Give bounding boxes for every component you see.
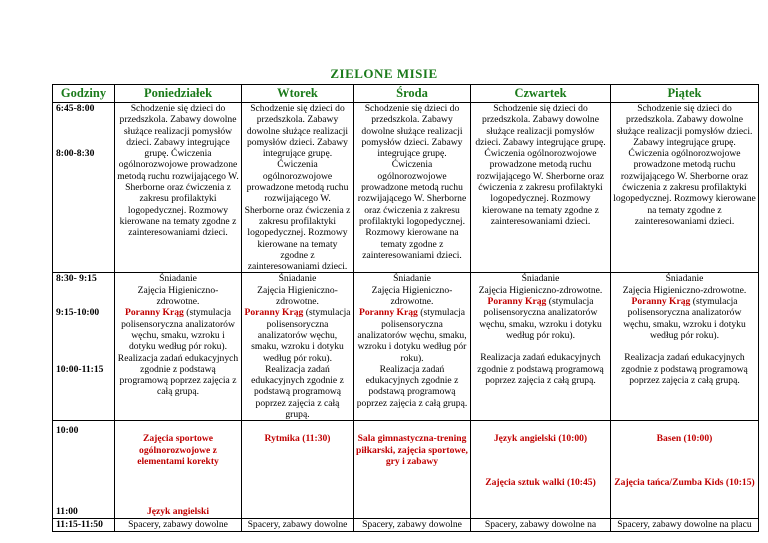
hour-label: 9:15-10:00 [56, 307, 100, 319]
cell-friday-morning: Schodzenie się dzieci do przedszkola. Zabawy dowolne służące realizacji pomysłów dzieci. Zabawy integrujące grupę. Ćwiczenia ogólnorozwojowe prowadzone metodą ruchu rozwijającego W. Sherborne oraz ćwiczenia z zakresu profilaktyki logopedycznej. Rozmowy kierowane na tematy zgodne z zainteresowaniami dzieci. [611, 103, 759, 273]
header-monday: Poniedziałek [115, 85, 242, 103]
schedule-table [52, 84, 759, 532]
hygiene-label: Zajęcia Higieniczno-zdrowotne. [622, 284, 747, 296]
education-text: Realizacja zadań edukacyjnych zgodnie z podstawą programową poprzez zajęcia z całą grupą. [117, 352, 239, 398]
activity-english: Język angielski [146, 506, 210, 518]
breakfast-label: Śniadanie [393, 273, 431, 285]
cell-monday-morning: Schodzenie się dzieci do przedszkola. Zabawy dowolne służące realizacji pomysłów dzieci. Zabawy integrujące grupę. Ćwiczenia ogólnorozwojowe prowadzone metodą ruchu rozwijającego W. Sherborne oraz ćwiczenia z zakresu profilaktyki logopedycznej. Rozmowy kierowane na tematy zgodne z zainteresowaniami dzieci. [115, 103, 242, 273]
table-row [53, 519, 759, 532]
header-row [53, 85, 759, 103]
hygiene-label: Zajęcia Higieniczno-zdrowotne. [478, 284, 603, 296]
morning-circle-text: (stymulacja polisensoryczna analizatorów węchu, smaku, wzroku i dotyku według pór roku). [121, 307, 235, 353]
morning-circle-text: (stymulacja polisensoryczna analizatorów węchu, smaku, wzroku i dotyku według pór roku). [479, 296, 602, 341]
hygiene-label: Zajęcia Higieniczno-zdrowotne. [257, 284, 338, 308]
hygiene-label: Zajęcia Higieniczno-zdrowotne. [137, 284, 219, 308]
breakfast-label: Śniadanie [159, 273, 197, 285]
breakfast-label: Śniadanie [521, 273, 560, 285]
cell-friday-midday [611, 273, 759, 421]
table-row [53, 273, 759, 421]
cell-thursday-walks: Spacery, zabawy dowolne na [471, 519, 611, 532]
header-thursday: Czwartek [471, 85, 611, 103]
cell-tuesday-activities [242, 421, 354, 519]
activity-pool: Basen (10:00) [656, 433, 713, 445]
morning-circle-label: Poranny Krąg [124, 307, 184, 319]
cell-friday-activities [611, 421, 759, 519]
activity-english: Język angielski (10:00) [493, 433, 588, 445]
cell-monday-walks: Spacery, zabawy dowolne [115, 519, 242, 532]
morning-circle-label: Poranny Krąg [487, 296, 547, 308]
cell-monday-midday [115, 273, 242, 421]
breakfast-label: Śniadanie [665, 273, 704, 285]
cell-tuesday-morning: Schodzenie się dzieci do przedszkola. Zabawy dowolne służące realizacji pomysłów dzieci. Zabawy integrujące grupę. Ćwiczenia ogólnorozwojowe prowadzone metodą ruchu rozwijającego W. Sherborne oraz ćwiczenia z zakresu profilaktyki logopedycznej. Rozmowy kierowane na tematy zgodne z zainteresowaniami dzieci. [242, 103, 354, 273]
morning-circle-label: Poranny Krąg [631, 296, 691, 308]
cell-thursday-midday [471, 273, 611, 421]
page-title: ZIELONE MISIE [330, 66, 438, 81]
hygiene-label: Zajęcia Higieniczno-zdrowotne. [371, 284, 453, 308]
education-text: Realizacja zadań edukacyjnych zgodnie z podstawą programową poprzez zajęcia z całą grupą. [251, 363, 344, 421]
header-tuesday: Wtorek [242, 85, 354, 103]
hour-cell [53, 421, 115, 519]
morning-circle-text: (stymulacja polisensoryczna analizatorów węchu, smaku, wzroku i dotyku według pór roku). [251, 307, 351, 364]
cell-thursday-activities [471, 421, 611, 519]
header-friday: Piątek [611, 85, 759, 103]
hour-label: 10:00-11:15 [56, 364, 104, 376]
table-row [53, 103, 759, 273]
cell-monday-activities [115, 421, 242, 519]
cell-wednesday-morning: Schodzenie się dzieci do przedszkola. Zabawy dowolne służące realizacji pomysłów dzieci. Zabawy integrujące grupę. Ćwiczenia ogólnorozwojowe prowadzone metodą ruchu rozwijającego W. Sherborne oraz ćwiczenia z zakresu profilaktyki logopedycznej. Rozmowy kierowane na tematy zgodne z zainteresowaniami dzieci. [354, 103, 471, 273]
hour-label: 8:00-8:30 [56, 148, 95, 159]
hour-label: 11:15-11:50 [53, 519, 115, 532]
hour-label: 11:00 [56, 506, 78, 518]
activity-sports: Zajęcia sportowe ogólnorozwojowe z elementami korekty [137, 433, 219, 467]
hour-label: 6:45-8:00 [56, 103, 95, 114]
cell-wednesday-midday [354, 273, 471, 421]
hour-label: 10:00 [56, 425, 79, 437]
activity-dance: Zajęcia tańca/Zumba Kids (10:15) [614, 477, 755, 489]
cell-tuesday-walks: Spacery, zabawy dowolne [242, 519, 354, 532]
hour-cell [53, 103, 115, 273]
activity-rhythmics: Rytmika (11:30) [264, 433, 331, 445]
morning-circle-label: Poranny Krąg [358, 307, 418, 319]
cell-tuesday-midday [242, 273, 354, 421]
education-text: Realizacja zadań edukacyjnych zgodnie z podstawą programową poprzez zajęcia z całą grupą. [621, 352, 748, 386]
education-text: Realizacja zadań edukacyjnych zgodnie z podstawą programową poprzez zajęcia z całą grupą. [477, 352, 604, 386]
cell-wednesday-walks: Spacery, zabawy dowolne [354, 519, 471, 532]
hour-cell [53, 273, 115, 421]
header-hours: Godziny [53, 85, 115, 103]
morning-circle-text: (stymulacja polisensoryczna analizatorów węchu, smaku, wzroku i dotyku według pór roku). [357, 307, 467, 364]
breakfast-label: Śniadanie [278, 273, 317, 285]
cell-friday-walks: Spacery, zabawy dowolne na placu [611, 519, 759, 532]
hour-label: 8:30- 9:15 [56, 273, 97, 285]
education-text: Realizacja zadań edukacyjnych zgodnie z podstawą programową poprzez zajęcia z całą grupą. [356, 363, 468, 409]
header-wednesday: Środa [354, 85, 471, 103]
cell-wednesday-activities [354, 421, 471, 519]
activity-gym: Sala gimnastyczna-trening piłkarski, zajęcia sportowe, gry i zabawy [356, 433, 468, 467]
morning-circle-text: (stymulacja polisensoryczna analizatorów węchu, smaku, wzroku i dotyku według pór roku). [623, 296, 746, 341]
cell-thursday-morning: Schodzenie się dzieci do przedszkola. Zabawy dowolne służące realizacji pomysłów dzieci. Zabawy integrujące grupę. Ćwiczenia ogólnorozwojowe prowadzone metodą ruchu rozwijającego W. Sherborne oraz ćwiczenia z zakresu profilaktyki logopedycznej. Rozmowy kierowane na tematy zgodne z zainteresowaniami dzieci. [471, 103, 611, 273]
morning-circle-label: Poranny Krąg [244, 307, 304, 319]
activity-martial-arts: Zajęcia sztuk walki (10:45) [485, 477, 596, 489]
table-row [53, 421, 759, 519]
